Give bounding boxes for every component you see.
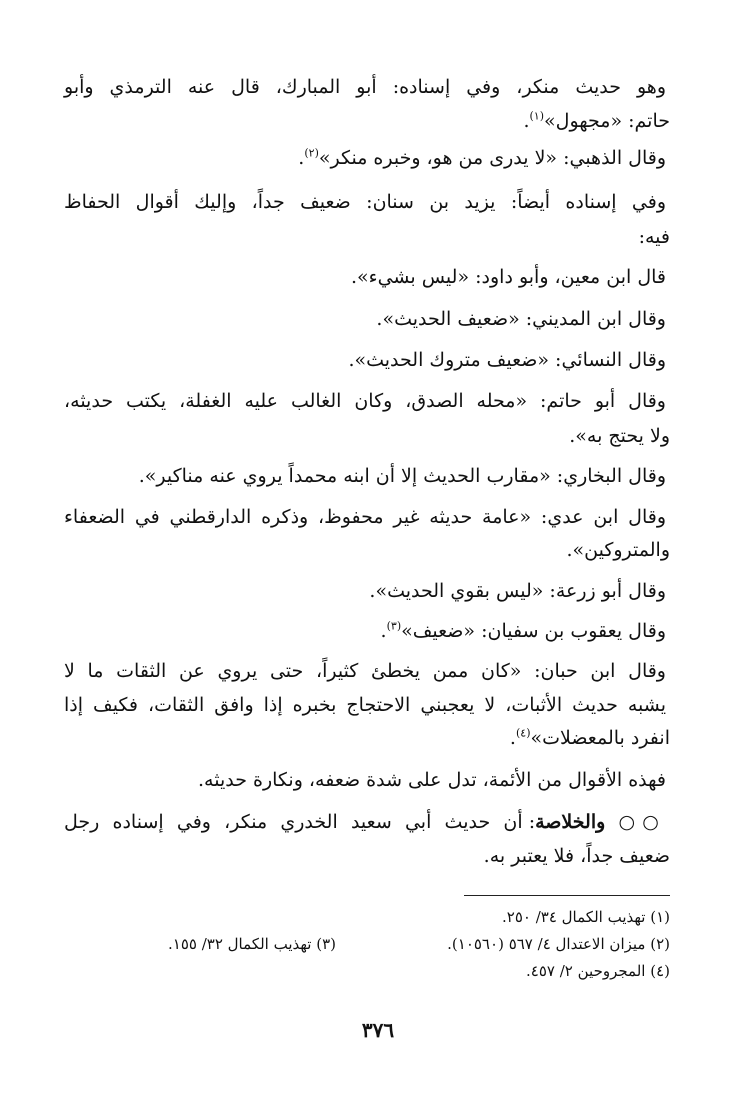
quote-text: وقال الذهبي: «لا يدرى من هو، وخبره منكر» xyxy=(318,147,666,169)
page-number: ٣٧٦ xyxy=(361,1018,395,1042)
footnote-3: (٣) تهذيب الكمال ٣٢/ ١٥٥. xyxy=(167,935,336,953)
footnote-separator xyxy=(464,895,670,896)
period: . xyxy=(523,110,530,132)
paragraph-1-line-1: وهو حديث منكر، وفي إسناده: أبو المبارك، قال عنه الترمذي وأبو xyxy=(64,76,666,98)
quote-ibn-madini: وقال ابن المديني: «ضعيف الحديث». xyxy=(376,308,666,330)
period: . xyxy=(380,620,387,642)
conclusion-mark: ○○ xyxy=(618,811,666,833)
paragraph-3-line-2: فيه: xyxy=(638,226,670,248)
quote-nasai: وقال النسائي: «ضعيف متروك الحديث». xyxy=(348,349,666,371)
dhahabi-quote xyxy=(298,146,666,169)
quote-text: حاتم: «مجهول» xyxy=(544,110,670,132)
quote-yaqub xyxy=(380,619,666,642)
quote-text: انفرد بالمعضلات» xyxy=(530,727,670,749)
quote-text: وقال يعقوب بن سفيان: «ضعيف» xyxy=(401,620,666,642)
conclusion-line-2: ضعيف جداً، فلا يعتبر به. xyxy=(483,845,670,867)
quote-ibn-main: قال ابن معين، وأبو داود: «ليس بشيء». xyxy=(351,266,666,288)
period: . xyxy=(509,727,516,749)
quote-abu-hatim-line-1: وقال أبو حاتم: «محله الصدق، وكان الغالب عليه الغفلة، يكتب حديثه، xyxy=(64,390,666,412)
quote-ibn-hibban-line-2: يشبه حديث الأثبات، لا يعجبني الاحتجاج بخبره إذا وافق الثقات، فكيف إذا xyxy=(64,694,666,716)
paragraph-3-line-1: وفي إسناده أيضاً: يزيد بن سنان: ضعيف جداً، وإليك أقوال الحفاظ xyxy=(64,191,666,213)
quote-ibn-adi-line-2: والمتروكين». xyxy=(566,539,670,561)
paragraph-1-line-2 xyxy=(523,109,670,132)
footnote-ref-1: (١) xyxy=(529,109,545,123)
footnote-ref-4: (٤) xyxy=(515,726,531,740)
quote-ibn-adi-line-1: وقال ابن عدي: «عامة حديثه غير محفوظ، وذكره الدارقطني في الضعفاء xyxy=(64,506,666,528)
summary-paragraph: فهذه الأقوال من الأئمة، تدل على شدة ضعفه، ونكارة حديثه. xyxy=(197,769,666,791)
conclusion-label: والخلاصة xyxy=(535,811,606,833)
quote-abu-zura: وقال أبو زرعة: «ليس بقوي الحديث». xyxy=(369,580,666,602)
footnote-ref-2: (٢) xyxy=(304,146,319,160)
quote-ibn-hibban-line-3 xyxy=(509,726,670,749)
quote-ibn-hibban-line-1: وقال ابن حبان: «كان ممن يخطئ كثيراً، حتى يروي عن الثقات ما لا xyxy=(64,660,666,682)
period: . xyxy=(298,147,305,169)
footnote-ref-3: (٣) xyxy=(386,619,402,633)
quote-abu-hatim-line-2: ولا يحتج به». xyxy=(569,425,670,447)
footnote-4: (٤) المجروحين ٢/ ٤٥٧. xyxy=(526,962,670,980)
footnote-1: (١) تهذيب الكمال ٣٤/ ٢٥٠. xyxy=(501,908,670,926)
conclusion-line-1 xyxy=(64,813,666,832)
conclusion-text: : أن حديث أبي سعيد الخدري منكر، وفي إسناده رجل xyxy=(64,811,536,833)
quote-bukhari: وقال البخاري: «مقارب الحديث إلا أن ابنه محمداً يروي عنه مناكير». xyxy=(138,465,666,487)
footnote-2: (٢) ميزان الاعتدال ٤/ ٥٦٧ (١٠٥٦٠). xyxy=(447,935,670,953)
